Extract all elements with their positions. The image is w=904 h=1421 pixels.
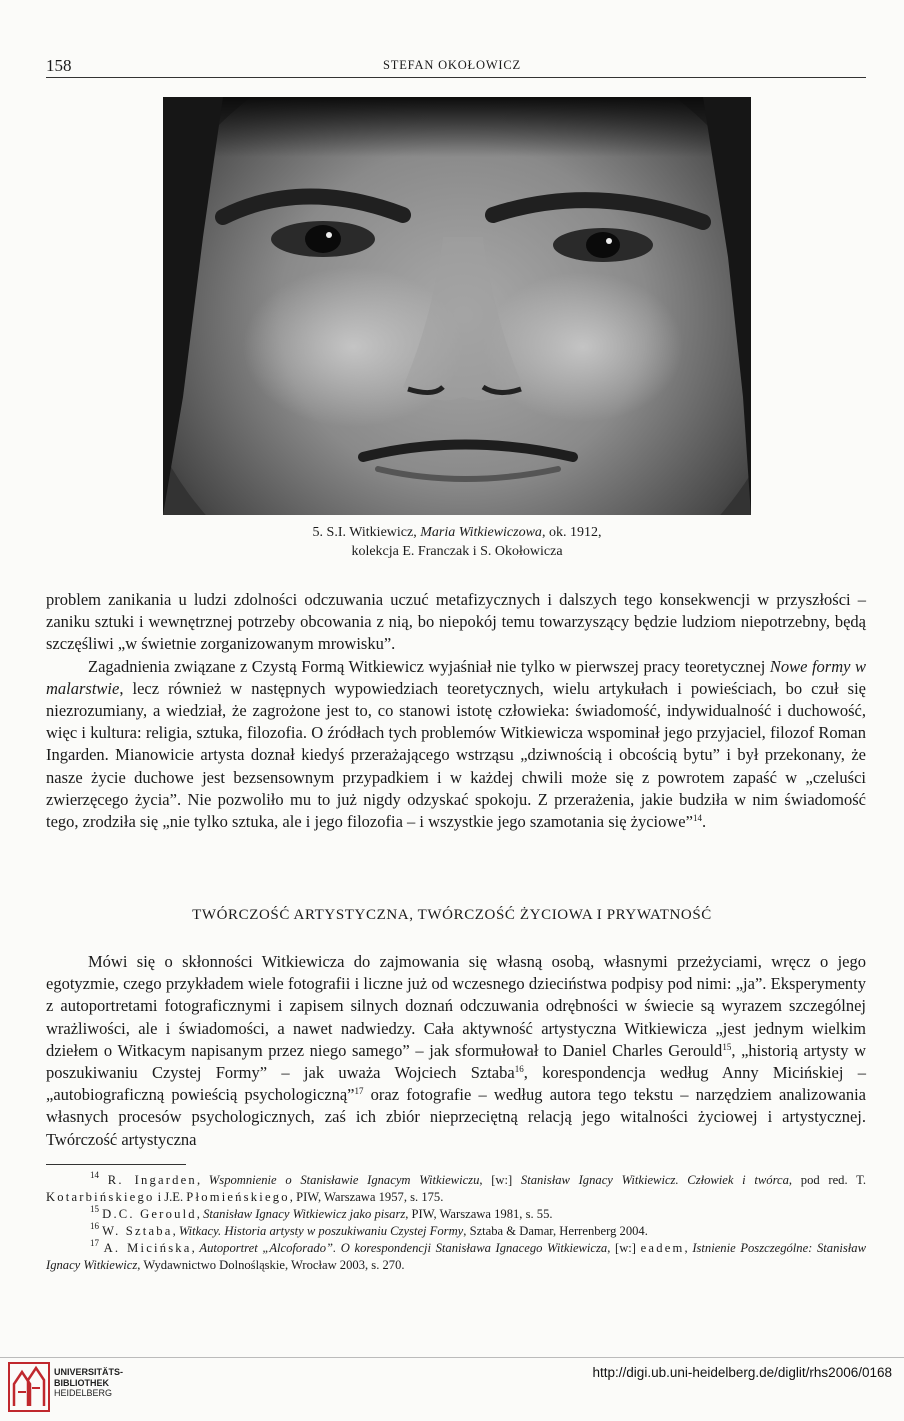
caption-line-1: 5. S.I. Witkiewicz, Maria Witkiewiczowa, ok. 1912, [312,525,602,540]
footer-rule [0,1357,904,1358]
running-head: STEFAN OKOŁOWICZ [383,58,521,72]
portrait-photograph [163,97,751,515]
library-name: UNIVERSITÄTS- BIBLIOTHEK HEIDELBERG [54,1367,124,1398]
body-text-top [46,589,866,833]
heidelberg-library-logo-icon [8,1362,50,1412]
footnote-ref-16[interactable]: 16 [514,1064,524,1075]
footnotes [46,1172,866,1274]
footnote-14: $^{14}$ R. Ingarden, Wspomnienie o Stanisławie Ignacym Witkiewiczu, [w:] Stanisław Ignacy Witkiewicz. Człowiek i twórca, pod red. T. Kotarbińskiego i J.E. Płomieńskiego, PIW, Warszawa 1957, s. 175. [46,1170,866,1204]
paragraph-2: Zagadnienia związane z Czystą Formą Witkiewicz wyjaśniał nie tylko w pierwszej pracy teoretycznej Nowe formy w malarstwie, lecz również w następnych wypowiedziach teoretycznych, wielu artykułach i powieściach, bo czuł się niezrozumiany, a wiedział, że zagrożone jest to, co stanowi istotę człowieka: świadomość, indywidualność i duchowość, więc i kultura: religia, sztuka, filozofia. O źródłach tych problemów Witkiewicza wspominał jego przyjaciel, filozof Roman Ingarden. Mianowicie artysta doznał kiedyś przerażającego wstrząsu „dziwnością i obcością bytu” i był przekonany, że nasze życie duchowe jest bezsensownym przypadkiem i w każdej chwili może się z powrotem zapaść w „czeluści zwierzęcego życia”. Nie pozwoliło mu to już nigdy odzyskać spokoju. Z przerażenia, jakie budziła w nim świadomość tego, zrodziła się „nie tylko sztuka, ale i jego filozofia – i wszystkie jego szamotania się życiowe”$^{14}$. [46,656,866,832]
header-rule [46,77,866,78]
footnote-ref-17[interactable]: 17 [354,1086,364,1097]
portrait-face-image [163,97,751,515]
paragraph-1: problem zanikania u ludzi zdolności odczuwania uczuć metafizycznych i dalszych tego konsekwencji w przyszłości – zaniku sztuki i wewnętrznej potrzeby obcowania z nią, bo niepokój temu towarzyszący będzie ludziom niepotrzebny, będą szczęśliwi „w świetnie zorganizowanym mrowisku”. [46,590,866,654]
footnote-15: $^{15}$ D.C. Gerould, Stanisław Ignacy Witkiewicz jako pisarz, PIW, Warszawa 1981, s. 55. [90,1204,553,1221]
section-heading: TWÓRCZOŚĆ ARTYSTYCZNA, TWÓRCZOŚĆ ŻYCIOWA I PRYWATNOŚĆ [192,907,712,923]
page-number: 158 [46,56,72,75]
footnote-rule [46,1164,186,1165]
caption-line-2: kolekcja E. Franczak i S. Okołowicza [351,544,563,559]
paragraph-3: Mówi się o skłonności Witkiewicza do zajmowania się własną osobą, własnymi przeżyciami, wręcz o jego egotyzmie, czego przykładem wiele fotografii i liczne już od wczesnego dzieciństwa podpisy pod nimi: „ja”. Eksperymenty z autoportretami fotograficznymi i zapisem silnych doznań odczuwania odrębności w świecie są wyrazem szczególnej wrażliwości, ale i świadomości, a nawet nadwiedzy. Cała aktywność artystyczna Witkiewicza „jest jednym wielkim dziełem o Witkacym napisanym przez niego samego” – jak sformułował to Daniel Charles Gerould$^{15}$, „historią artysty w poszukiwaniu Czystej Formy” – jak uważa Wojciech Sztaba$^{16}$, korespondencja według Anny Micińskiej – „autobiograficzną powieścią psychologiczną”$^{17}$ oraz fotografie – według autora tego tekstu – narzędziem analizowania własnych procesów psychologicznych, zaś ich zbiór nieprzeciętną relacją jego witalności życiowej i artystycznej. Twórczość artystyczna [46,952,867,1149]
footnote-ref-14[interactable]: 14 [692,813,702,824]
footnote-ref-15[interactable]: 15 [722,1041,732,1052]
body-text-bottom [46,951,866,1151]
figure-caption [160,523,754,561]
footnote-16: $^{16}$ W. Sztaba, Witkacy. Historia artysty w poszukiwaniu Czystej Formy, Sztaba & Damar, Herrenberg 2004. [90,1221,648,1238]
source-url-link[interactable]: http://digi.ub.uni-heidelberg.de/diglit/rhs2006/0168 [592,1365,892,1380]
footnote-17: $^{17}$ A. Micińska, Autoportret „Alcoforado”. O korespondencji Stanisława Ignacego Witkiewicza, [w:] eadem, Istnienie Poszczególne: Stanisław Ignacy Witkiewicz, Wydawnictwo Dolnośląskie, Wrocław 2003, s. 270. [46,1238,866,1272]
